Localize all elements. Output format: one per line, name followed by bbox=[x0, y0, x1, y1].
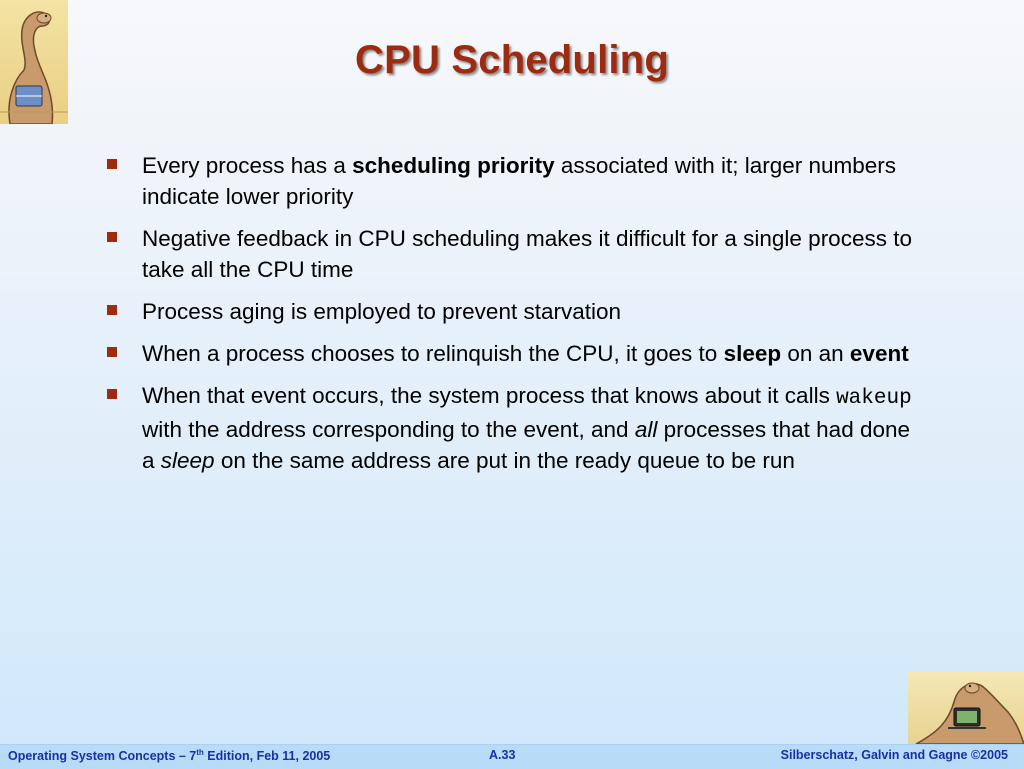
footer-book-title-rest: Edition, Feb 11, 2005 bbox=[203, 749, 331, 764]
bullet-text-bold: sleep bbox=[723, 341, 782, 366]
bullet-text-normal: Process aging is employed to prevent starvation bbox=[142, 299, 622, 324]
bullet-square-icon bbox=[107, 347, 117, 357]
bullet-list bbox=[104, 150, 914, 487]
bullet-item bbox=[104, 223, 914, 285]
footer-edition-superscript: th bbox=[196, 748, 204, 757]
bullet-square-icon bbox=[107, 159, 117, 169]
bullet-item bbox=[104, 296, 914, 327]
bullet-square-icon bbox=[107, 305, 117, 315]
footer-book-title bbox=[8, 748, 330, 763]
bullet-square-icon bbox=[107, 232, 117, 242]
footer-book-title-main: Operating System Concepts – 7 bbox=[8, 749, 197, 764]
bullet-text-normal: Every process has a bbox=[142, 153, 353, 178]
footer-copyright: Silberschatz, Galvin and Gagne ©2005 bbox=[780, 748, 1008, 762]
bullet-text-normal: When that event occurs, the system process that knows about it calls bbox=[142, 383, 837, 408]
bullet-item bbox=[104, 338, 914, 369]
bullet-item bbox=[104, 380, 914, 476]
bullet-text-normal: Negative feedback in CPU scheduling makes it difficult for a single process to take all the CPU time bbox=[142, 226, 912, 282]
dinosaur-laptop-icon bbox=[908, 672, 1024, 744]
bullet-text-mono: wakeup bbox=[836, 387, 912, 410]
bullet-text-bold: event bbox=[849, 341, 909, 366]
bullet-text-italic: sleep bbox=[160, 448, 215, 473]
bullet-text-italic: all bbox=[634, 417, 658, 442]
bullet-text-normal: with the address corresponding to the event, and bbox=[142, 417, 635, 442]
bullet-text-normal: When a process chooses to relinquish the CPU, it goes to bbox=[142, 341, 724, 366]
page-title: CPU Scheduling bbox=[355, 38, 669, 82]
bullet-text-normal: on an bbox=[781, 341, 850, 366]
bullet-text-bold: scheduling priority bbox=[352, 153, 555, 178]
footer-bar bbox=[0, 744, 1024, 769]
bullet-item bbox=[104, 150, 914, 212]
footer-slide-number: A.33 bbox=[489, 748, 516, 762]
bullet-text-normal: on the same address are put in the ready queue to be run bbox=[214, 448, 795, 473]
bullet-text-normal: processes that had done a bbox=[142, 417, 911, 473]
bullet-text-normal: associated with it; larger numbers indicate lower priority bbox=[142, 153, 897, 209]
bullet-square-icon bbox=[107, 389, 117, 399]
